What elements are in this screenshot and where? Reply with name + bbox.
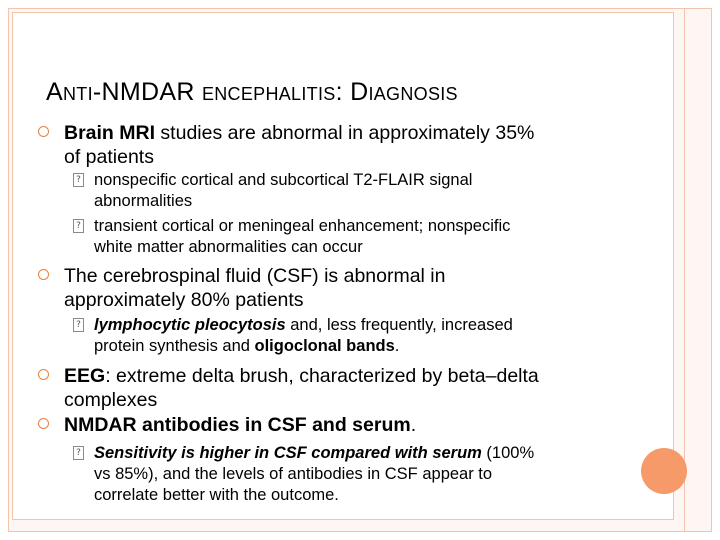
mri-text-line2: of patients [64, 146, 154, 168]
eeg-text-line2: complexes [64, 389, 158, 411]
sub-bullet-text-line2: protein synthesis and [94, 337, 255, 355]
square-bullet-icon [73, 219, 84, 233]
sensitivity-text: Sensitivity is higher in CSF compared with serum [94, 444, 482, 462]
sub-bullet-antibodies-1 [94, 443, 534, 506]
mri-text: studies are abnormal in approximately 35% [155, 122, 535, 144]
period-text: . [394, 337, 400, 355]
csf-text: The cerebrospinal fluid (CSF) is abnormal in [64, 265, 446, 287]
eeg-text: : extreme delta brush, characterized by beta–delta [105, 365, 539, 387]
sub-bullet-text: (100% [481, 444, 535, 462]
pleocytosis-text: lymphocytic pleocytosis [94, 316, 286, 334]
decorative-vertical-line [684, 8, 685, 532]
sub-bullet-text: transient cortical or meningeal enhancement; nonspecific [94, 217, 511, 235]
mri-bold-text: Brain MRI [64, 122, 156, 144]
sub-bullet-text-line2: white matter abnormalities can occur [94, 238, 363, 256]
sub-bullet-text-line2: vs 85%), and the levels of antibodies in CSF appear to [94, 465, 493, 483]
sub-bullet-text-line3: correlate better with the outcome. [94, 486, 339, 504]
title-part: : D [335, 78, 369, 106]
sub-bullet-text: nonspecific cortical and subcortical T2-FLAIR signal [94, 171, 473, 189]
bullet-csf [64, 264, 446, 312]
decorative-circle [641, 448, 687, 494]
title-part: A [46, 78, 63, 106]
circle-bullet-icon [38, 126, 49, 137]
circle-bullet-icon [38, 269, 49, 280]
sub-bullet-mri-2 [94, 216, 510, 258]
circle-bullet-icon [38, 418, 49, 429]
sub-bullet-text: and, less frequently, increased [285, 316, 513, 334]
antibodies-bold-text: NMDAR antibodies in CSF and serum [64, 414, 411, 436]
period-text: . [410, 414, 417, 436]
title-part: IAGNOSIS [368, 84, 458, 104]
title-part: -NMDAR [92, 78, 195, 106]
square-bullet-icon [73, 173, 84, 187]
bullet-antibodies [64, 413, 416, 437]
sub-bullet-text-line2: abnormalities [94, 192, 193, 210]
square-bullet-icon [73, 446, 84, 460]
slide-title [46, 78, 458, 107]
sub-bullet-csf-1 [94, 315, 513, 357]
sub-bullet-mri-1 [94, 170, 472, 212]
csf-text-line2: approximately 80% patients [64, 289, 304, 311]
square-bullet-icon [73, 318, 84, 332]
circle-bullet-icon [38, 369, 49, 380]
title-part: NTI [62, 84, 93, 104]
eeg-bold-text: EEG [64, 365, 106, 387]
oligoclonal-bands-text: oligoclonal bands [254, 337, 395, 355]
bullet-mri [64, 121, 534, 169]
title-part: ENCEPHALITIS [201, 84, 336, 104]
bullet-eeg [64, 364, 539, 412]
